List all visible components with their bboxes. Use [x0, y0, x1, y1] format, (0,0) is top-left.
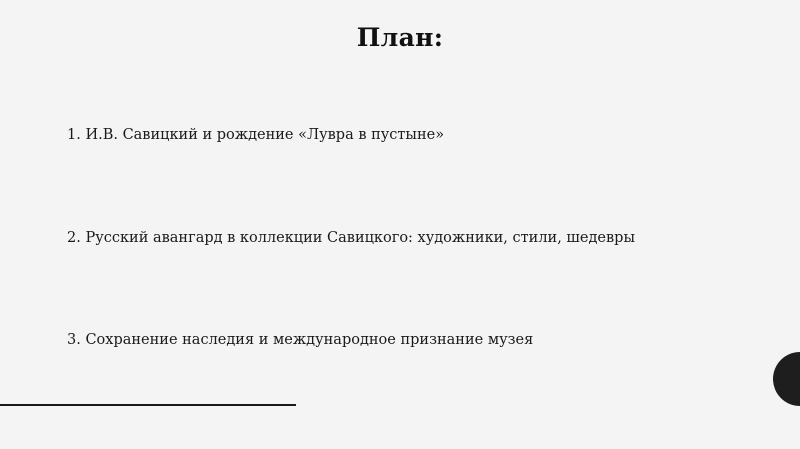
plan-item: 1. И.В. Савицкий и рождение «Лувра в пустыне»	[67, 127, 445, 143]
slide-title: План:	[356, 23, 444, 52]
decorative-circle	[773, 352, 800, 406]
decorative-divider	[0, 404, 296, 406]
plan-item: 3. Сохранение наследия и международное признание музея	[67, 332, 534, 348]
plan-item: 2. Русский авангард в коллекции Савицкого: художники, стили, шедевры	[67, 230, 635, 246]
